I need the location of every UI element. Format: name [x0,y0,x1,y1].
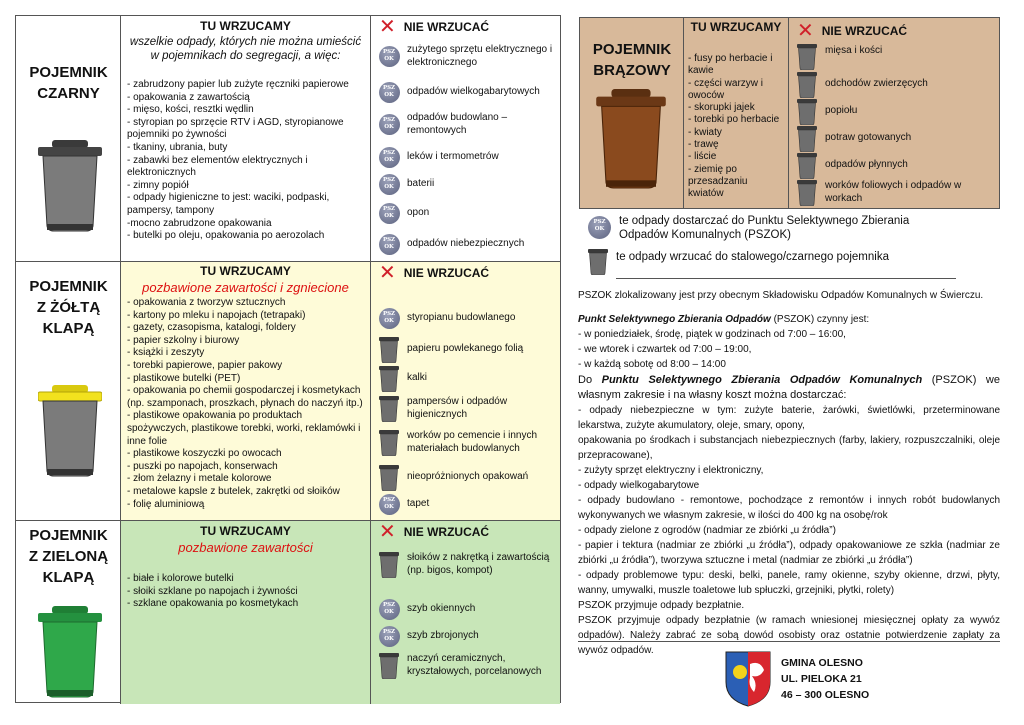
list-item [377,395,556,422]
nie-item-label: nieopróżnionych opakowań [407,471,529,483]
pszok-icon: PSZ OK [379,494,400,515]
list-item: - części warzyw i owoców [688,77,764,101]
list-item [377,174,556,195]
list-item: - opakowania z zawartością [127,91,250,103]
legend-bin-text: te odpady wrzucać do stalowego/czarnego pojemnika [616,251,889,263]
x-mark-icon: ✕ [797,20,814,42]
pszok-icon: PSZ OK [379,203,400,224]
black-bin-cell [16,16,121,261]
green-nie-cell [371,521,560,704]
pszok-hours [578,312,1000,372]
list-item: - opakowania z tworzyw sztucznych [127,297,286,308]
pszok-icon: PSZ OK [379,599,400,620]
nie-item-label: tapet [407,498,430,510]
nie-item-label: szyb zbrojonych [407,630,479,642]
list-item: - zabawki bez elementów elektrycznych i elektronicznych [127,154,308,179]
paragraph: - odpady problemowe typu: deski, belki, panele, ramy okienne, szyby okienne, drzwi, płyty, wanny, umywalki, muszle toaletowe lub spłuczki, grzejniki, płytki, rolety) [578,570,1000,596]
title-line: POJEMNIK [29,278,108,295]
list-item: - złom żelazny i metale kolorowe [127,473,272,485]
intro-a: Do [578,374,602,386]
black-bin-title [16,62,121,104]
nie-item-label: baterii [407,178,435,190]
pszok-icon: PSZ OK [379,308,400,329]
list-item: - kartony po mleku i napojach (tetrapaki) [127,309,306,321]
list-item [795,71,995,98]
list-item: - folię aluminiową [127,498,205,510]
brown-bin-title [580,39,684,81]
tu-header: TU WRZUCAMY [200,264,291,278]
nie-header-label: NIE WRZUCAĆ [821,24,908,38]
pszok-icon: PSZ OK [379,174,400,195]
list-item: - ziemię po przesadzaniu kwiatów [688,163,748,200]
gmina-address [781,655,869,703]
list-item: - odpady higieniczne to jest: waciki, podpaski, pampersy, tampony [127,192,330,216]
nie-item-label: worków foliowych i odpadów w workach [825,180,962,204]
list-item [377,365,556,392]
title-line: Z ZIELONĄ [28,548,109,565]
x-mark-icon: ✕ [379,521,396,543]
yellow-bin-title [16,276,121,339]
list-item: - szklane opakowania po kosmetykach [127,598,299,610]
list-item: - fusy po herbacie i kawie [688,53,773,77]
gray-bin-icon [797,43,817,70]
nie-item-label: styropianu budowlanego [407,312,516,324]
list-item [795,152,995,179]
list-item: - skorupki jajek [688,102,755,114]
list-item [377,551,556,578]
list-item: - metalowe kapsle z butelek, zakrętki od słoików [127,485,340,497]
green-lid-bin-icon [38,606,102,698]
list-item [377,203,556,224]
paragraph: - odpady niebezpieczne w tym: zużyte baterie, żarówki, świetlówki, przeterminowane lekarstwa, zużyte akumulatory, oleje, smary, opony, [578,405,1000,431]
nie-header [797,20,908,42]
brown-nie-cell [789,18,999,208]
paragraph: - zużyty sprzęt elektryczny i elektroniczny, [578,465,764,476]
list-item: - plastikowe opakowania po produktach spożywczych, plastikowe torebki, worki, reklamówki i inne folie [127,410,361,447]
list-item [377,626,556,647]
gray-bin-icon [379,429,399,456]
x-mark-icon: ✕ [379,16,396,38]
tu-subtitle: wszelkie odpady, których nie można umieścić w pojemnikach do segregacji, a więc: [129,36,362,62]
pszok-location: PSZOK zlokalizowany jest przy obecnym Składowisku Odpadów Komunalnych w Świerczu. [578,290,984,301]
list-item [377,652,556,679]
black-bin-icon [38,140,102,232]
green-tu-list [127,573,366,611]
list-item [377,494,556,515]
title-line: Z ŻÓŁTĄ [36,299,101,316]
pszok-icon: PSZ OK [379,626,400,647]
black-tu-list [127,79,366,243]
row-green-bin [16,521,560,704]
pszok-icon: PSZ OK [379,147,400,168]
title-line: KLAPĄ [42,320,95,337]
list-item [377,112,556,137]
paragraph: PSZOK przyjmuje odpady bezpłatnie (w ramach wniesionej miesięcznej opłaty za wywóz odpadów). Należy zabrać ze sobą dowód osobisty oraz ostatnie potwierdzenie zapłaty za wywóz odpadów. [578,615,1000,656]
nie-item-label: odpadów wielkogabarytowych [407,86,540,98]
paragraph: - papier i tektura (nadmiar ze zbiórki „u źródła”), odpady opakowaniowe ze szkła (nadmiar ze zbiórki „u źródła”), tworzywa sztuczne i metal (nadmiar ze zbiórki „u źródła”) [578,540,1000,566]
black-tu-cell [121,16,371,261]
gray-bin-icon [797,152,817,179]
hours-title-rest: (PSZOK) czynny jest: [770,314,870,325]
list-item [377,234,556,255]
legend-pszok-text: te odpady dostarczać do Punktu Selektywnego Zbierania Odpadów Komunalnych (PSZOK) [619,215,910,241]
paragraph: - odpady budowlano - remontowe, pochodzące z remontów i innych robót budowlanych wykonywanych we własnym zakresie, w ilości do 400 kg na osobę/rok [578,495,1000,521]
list-item: - butelki po oleju, opakowania po aerozolach [127,230,325,242]
list-item: - słoiki szklane po napojach i żywności [127,585,298,597]
nie-header [379,262,490,284]
list-item: - opakowania po chemii gospodarczej i kosmetykach (np. szamponach, proszkach, płynach do naczyń itp.) [127,385,363,409]
hours-line: - we wtorek i czwartek od 7:00 – 19:00, [578,344,752,355]
list-item: - puszki po napojach, konserwach [127,460,278,472]
list-item: -mocno zabrudzone opakowania [127,217,272,229]
list-item: - torebki papierowe, papier pakowy [127,359,283,371]
tu-subtitle: pozbawione zawartości [178,540,313,555]
nie-item-label: pampersów i odpadów higienicznych [407,396,508,420]
list-item [377,464,556,491]
paragraph: - odpady wielkogabarytowe [578,480,700,491]
list-item [795,179,995,206]
list-item: - liście [688,151,717,163]
list-item: - styropian po sprzęcie RTV i AGD, styropianowe pojemniki po żywności [127,116,344,141]
intro-b: Punktu Selektywnego Zbierania Odpadów Komunalnych [601,374,923,386]
nie-item-label: odpadów budowlano – remontowych [407,112,508,136]
list-item [795,43,995,70]
list-item: - plastikowe koszyczki po owocach [127,448,282,460]
gmina-street: UL. PIELOKA 21 [781,673,862,685]
nie-item-label: papieru powlekanego folią [407,343,524,355]
pszok-icon: PSZ OK [379,46,400,67]
pszok-accepted [578,373,1000,658]
tu-header: TU WRZUCAMY [200,524,291,538]
list-item: - plastikowe butelki (PET) [127,372,241,384]
yellow-nie-cell [371,262,560,520]
hours-line: - w poniedziałek, środę, piątek w godzinach od 7:00 – 16:00, [578,329,846,340]
green-tu-cell [121,521,371,704]
brown-bin-icon [596,89,666,189]
gray-bin-icon [797,98,817,125]
gray-bin-icon [797,179,817,206]
title-line: POJEMNIK [29,527,108,544]
gmina-name: GMINA OLESNO [781,657,863,669]
nie-header [379,16,490,38]
paragraph: PSZOK przyjmuje odpady bezpłatnie. [578,600,745,611]
nie-header-label: NIE WRZUCAĆ [403,266,490,280]
list-item: - mięso, kości, resztki wędlin [127,104,254,116]
gray-bin-icon [379,336,399,363]
list-item [377,599,556,620]
green-bin-cell [16,521,121,704]
gray-bin-icon [797,71,817,98]
accepted-intro [578,373,1000,403]
title-line: KLAPĄ [42,569,95,586]
list-item: - torebki po herbacie [688,114,780,126]
divider [616,278,956,279]
gray-bin-icon [379,551,399,578]
list-item: - tkaniny, ubrania, buty [127,141,228,153]
gray-bin-icon [797,125,817,152]
gray-bin-icon [379,464,399,491]
paragraph: opakowania po środkach i substancjach niebezpiecznych (farby, lakiery, rozpuszczalniki, oleje przepracowane), [578,435,1000,461]
nie-item-label: odpadów płynnych [825,159,908,171]
list-item [377,82,556,103]
list-item [377,429,556,456]
nie-item-label: naczyń ceramicznych, kryształowych, porcelanowych [407,653,542,677]
x-mark-icon: ✕ [379,262,396,284]
title-line: BRĄZOWY [593,62,671,79]
tu-subtitle: pozbawione zawartości i zgniecione [142,280,349,295]
nie-item-label: szyb okiennych [407,603,476,615]
gray-bin-icon [588,248,608,275]
hours-line: - w każdą sobotę od 8:00 – 14:00 [578,359,726,370]
nie-item-label: odpadów niebezpiecznych [407,238,525,250]
gray-bin-icon [379,395,399,422]
gmina-postcode: 46 – 300 OLESNO [781,689,870,701]
nie-item-label: leków i termometrów [407,151,499,163]
tu-header: TU WRZUCAMY [200,19,291,33]
brown-tu-cell [684,18,789,208]
list-item: - białe i kolorowe butelki [127,573,234,584]
yellow-tu-list [127,297,366,511]
list-item [377,308,556,329]
green-bin-title [16,525,121,588]
brown-tu-list [688,53,784,201]
row-black-bin [16,16,560,262]
list-item [795,125,995,152]
nie-item-label: słoików z nakrętką i zawartością (np. bigos, kompot) [407,552,550,576]
list-item: - książki i zeszyty [127,347,205,359]
title-line: CZARNY [37,85,100,102]
yellow-lid-bin-icon [38,385,102,477]
list-item: - zimny popiół [127,179,189,191]
divider [578,641,1000,642]
list-item: - papier szkolny i biurowy [127,334,240,346]
list-item: - zabrudzony papier lub zużyte ręczniki papierowe [127,79,349,90]
nie-item-label: odchodów zwierzęcych [825,78,928,90]
row-yellow-bin [16,262,560,521]
brown-bin-cell [580,18,684,208]
nie-item-label: kalki [407,372,428,384]
title-line: POJEMNIK [29,64,108,81]
nie-item-label: worków po cemencie i innych materiałach budowlanych [407,430,538,454]
paragraph: - odpady zielone z ogrodów (nadmiar ze zbiórki „u źródła”) [578,525,836,536]
hours-heading [578,312,1000,327]
pszok-icon: PSZ OK [379,234,400,255]
intro-c: (PSZOK) we własnym zakresie i na własny koszt można dostarczać: [578,374,1000,401]
list-item: - trawę [688,139,719,151]
list-item: - gazety, czasopisma, katalogi, foldery [127,322,296,334]
brown-bin-table [579,17,1000,209]
pszok-icon: PSZ OK [588,216,611,239]
nie-header [379,521,490,543]
nie-item-label: popiołu [825,105,858,117]
pszok-icon: PSZ OK [379,82,400,103]
legend-bin [588,248,889,275]
tu-header: TU WRZUCAMY [690,20,782,34]
nie-item-label: mięsa i kości [825,45,883,57]
waste-table [15,15,561,703]
nie-header-label: NIE WRZUCAĆ [403,20,490,34]
title-line: POJEMNIK [592,41,672,58]
nie-item-label: potraw gotowanych [825,132,912,144]
list-item: - kwiaty [688,126,722,138]
list-item [377,44,556,69]
list-item [795,98,995,125]
nie-item-label: zużytego sprzętu elektrycznego i elektronicznego [407,44,553,68]
list-item [377,147,556,168]
yellow-tu-cell [121,262,371,520]
nie-header-label: NIE WRZUCAĆ [403,525,490,539]
coat-of-arms-icon [724,650,772,708]
yellow-bin-cell [16,262,121,520]
hours-title: Punkt Selektywnego Zbierania Odpadów [578,314,771,325]
pszok-icon: PSZ OK [379,114,400,135]
legend-pszok [588,214,949,242]
gray-bin-icon [379,652,399,679]
black-nie-cell [371,16,560,261]
nie-item-label: opon [407,207,430,219]
gray-bin-icon [379,365,399,392]
list-item [377,336,556,363]
